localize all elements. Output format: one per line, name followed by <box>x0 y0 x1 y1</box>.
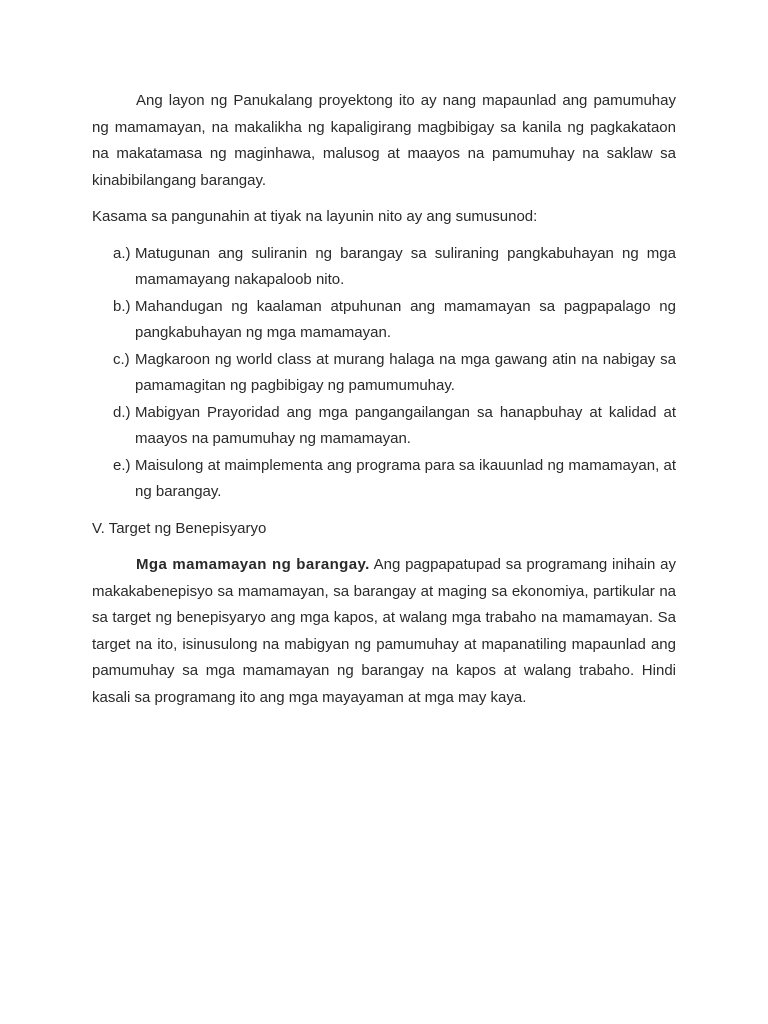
list-item-text: Maisulong at maimplementa ang programa para sa ikauunlad ng mamamayan, at ng barangay. <box>135 456 676 500</box>
list-marker: e.) <box>113 456 131 474</box>
objectives-intro: Kasama sa pangunahin at tiyak na layunin nito ay ang sumusunod: <box>92 208 538 225</box>
list-marker: b.) <box>113 297 131 315</box>
section-heading: V. Target ng Benepisyaryo <box>92 519 267 537</box>
beneficiary-text: Ang pagpapatupad sa programang inihain ay makakabenepisyo sa mamamayan, sa barangay at maging sa ekonomiya, partikular na sa target ng benepisyaryo ang mga kapos, at walang mga trabaho na mamamayan. Sa target na ito, isinusulong na mabigyan ng pamumuhay at mapanatiling mapaunlad ang pamumuhay sa mga mamamayan ng barangay na kapos at walang trabaho. Hindi kasali sa programang ito ang mga mayayaman at mga may kaya. <box>92 556 676 706</box>
list-marker: c.) <box>113 350 130 368</box>
beneficiary-lead: Mga mamamayan ng barangay. <box>136 556 370 573</box>
list-item-text: Mabigyan Prayoridad ang mga pangangailangan sa hanapbuhay at kalidad at maayos na pamumuhay ng mamamayan. <box>135 403 676 447</box>
list-item <box>114 400 676 453</box>
list-marker: d.) <box>113 403 131 421</box>
list-item <box>114 241 676 294</box>
list-marker: a.) <box>113 244 131 262</box>
list-item-text: Magkaroon ng world class at murang halaga na mga gawang atin na nabigay sa pamamagitan ng pagbibigay ng pamumumuhay. <box>135 350 676 394</box>
list-item <box>114 453 676 506</box>
list-item <box>114 347 676 400</box>
list-item-text: Matugunan ang suliranin ng barangay sa suliraning pangkabuhayan ng mga mamamayang nakapaloob nito. <box>135 244 676 288</box>
list-item-text: Mahandugan ng kaalaman atpuhunan ang mamamayan sa pagpapalago ng pangkabuhayan ng mga mamamayan. <box>135 297 676 341</box>
beneficiary-paragraph <box>92 552 676 711</box>
list-item <box>114 294 676 347</box>
intro-paragraph: Ang layon ng Panukalang proyektong ito ay nang mapaunlad ang pamumuhay ng mamamayan, na makalikha ng kapaligirang magbibigay sa kanila ng pagkakataon na makatamasa ng maginhawa, malusog at maayos na pamumuhay na saklaw sa kinabibilangang barangay. <box>92 92 676 189</box>
objectives-list <box>92 241 676 506</box>
